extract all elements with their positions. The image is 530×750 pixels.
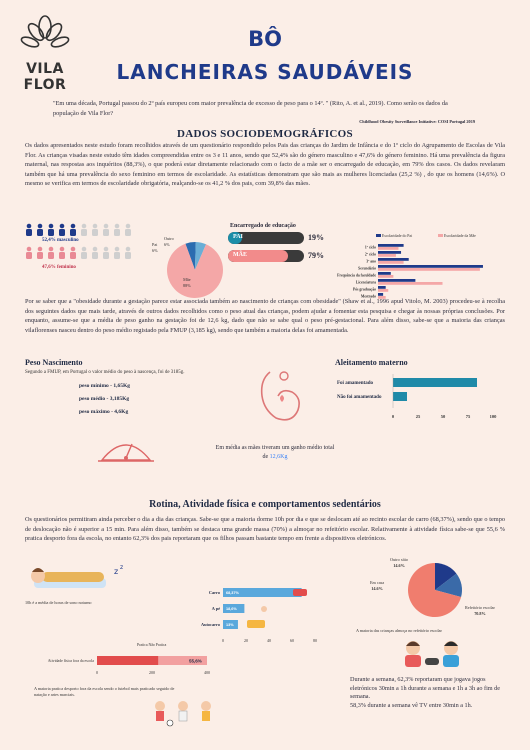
- bus-icon: [247, 620, 265, 628]
- sport-tick-label: 400: [204, 670, 210, 675]
- lunch-label-outro-pct: 14.6%: [393, 563, 405, 568]
- screens-text-2: 58,3% durante a semana vê TV entre 30min a 1h.: [350, 702, 473, 709]
- lunch-label-outro: [390, 557, 408, 569]
- edu-bar-mae: [378, 247, 398, 250]
- gestation-paragraph: Por se saber que a "obesidade durante a gestação parece estar associada também ao nascimento de crianças com obesidade" (Shaw et al., 1996 apud Vitolo, M. 2003) procedeu-se à recolha dos seguintes dados que mais tarde, através de outros dados recolhidos como o peso atual das crianças, podem ajudar a fomentar esta pesquisa e chegar às nossas próprias conclusões. Por enquanto, assume-se que a média de peso ganho na gestação foi de 12,6 kg, dado que não se sabe qual o peso pré-gestacional. Para além disso, sabe-se que a maioria das crianças vilaflorenses nasceu dentro do peso médio registado pela FMUP (3,185 kg), sendo que também a maioria delas foi amamentada.: [25, 298, 505, 334]
- transport-category-label: Autocarro: [200, 622, 220, 627]
- bf-category-label: Não foi amamentado: [337, 395, 382, 400]
- edu-category-label: Mestrado: [360, 294, 376, 299]
- sport-chart: [22, 640, 212, 685]
- edu-bar-mae: [378, 268, 480, 271]
- guardian-bar-pai: [228, 232, 304, 244]
- pie-label-outro: [164, 236, 174, 248]
- guardian-title: Encarregado de educação: [230, 223, 296, 229]
- transport-chart: [185, 582, 320, 647]
- routine-paragraph: Os questionários permitiram ainda perceber o dia a dia das crianças. Sabe-se que a maioria dorme 10h por dia e que se deslocam até ao recinto escolar de carro (68,37%), sendo que o tempo de deslocação não é superior a 15 min. Para além disso, também se destaca uma grande massa (70%) a almoçar no refeitório escolar. Relativamente à atividade física sabe-se que 55,6 % pratica desporto fora da escola, no entanto 62,3% dos pais reportaram que os filhos passam bastante tempo em frente a dispositivos eletrónicos.: [25, 516, 505, 543]
- birth-weight-intro: Segundo a FMUP, em Portugal o valor médio do peso à nascença, foi de 3185g.: [25, 370, 185, 375]
- transport-value-label: 18,6%: [226, 607, 237, 611]
- birth-weight-min: peso mínimo - 1,65Kg: [79, 383, 131, 389]
- bf-tick-label: 75: [465, 414, 471, 419]
- gender-icons-male: [24, 223, 134, 242]
- edu-category-label: Pós graduação: [352, 287, 376, 292]
- lunch-label-refeitorio-pct: 70.8%: [474, 611, 486, 616]
- edu-legend-pai: Escolaridade do Pai: [382, 234, 413, 238]
- female-person-icon: [103, 247, 109, 259]
- section-heading-sociodemographic: DADOS SOCIODEMOGRÁFICOS: [177, 128, 353, 140]
- pie-label-outro-pct: 6%: [164, 242, 170, 247]
- transport-value-label: 68,37%: [226, 591, 239, 595]
- edu-bar-pai: [378, 258, 409, 261]
- edu-bar-pai: [378, 251, 401, 254]
- svg-text:z: z: [114, 567, 119, 576]
- female-percentage-label: 47,6% feminino: [42, 265, 76, 270]
- lunch-label-refeitorio-text: Refeitório escolar: [465, 605, 495, 610]
- walking-icon: [261, 606, 267, 612]
- guardian-pai-value: 19%: [308, 233, 324, 242]
- pie-label-outro-text: Outro: [164, 236, 174, 241]
- bf-category-label: Foi amamentado: [337, 381, 373, 386]
- lunch-label-refeitorio: [465, 605, 495, 617]
- edu-bar-mae: [378, 282, 443, 285]
- sport-tick-label: 0: [96, 670, 98, 675]
- lunch-label-casa-text: Em casa: [370, 580, 385, 585]
- bf-tick-label: 25: [415, 414, 421, 419]
- sport-caption: A maioria pratica desporto fora da escola sendo o futebol mais praticado seguido de natação e artes marciais.: [34, 686, 175, 697]
- male-person-icon: [59, 224, 65, 236]
- quote-source: Childhood Obesity Surveillance Initiative: COSI Portugal 2019: [359, 119, 475, 124]
- guardian-bar-mae: [228, 250, 304, 262]
- pie-label-pai: [152, 242, 158, 254]
- bf-tick-label: 50: [440, 414, 446, 419]
- pie-label-pai-pct: 6%: [152, 248, 158, 253]
- pie-label-mae: [183, 277, 191, 289]
- female-person-icon: [37, 247, 43, 259]
- transport-tick-label: 80: [313, 638, 317, 643]
- edu-bar-pai: [378, 265, 483, 268]
- pregnancy-icon: [248, 366, 308, 433]
- edu-category-label: Secundário: [358, 266, 376, 271]
- female-person-icon: [26, 247, 32, 259]
- svg-text:z: z: [120, 564, 124, 571]
- transport-category-label: Carro: [208, 590, 220, 595]
- bf-bar: [393, 378, 477, 387]
- sociodemographic-paragraph: Os dados apresentados neste estudo foram recolhidos através de um questionário respondido pelos Pais das crianças do Jardim de Infância e do 1º ciclo do Agrupamento de Escolas de Vila Flor. As crianças visadas neste estudo têm idades compreendidas entre os 3 e 11 anos, sendo que 52,4% são do género masculino e 47,6% do género feminino. Há uma prevalência da figura maternal, nas respostas aos inquéritos (88,3%), o que poderá estar diretamente relacionado com o facto de a mãe ser o encarregado de educação, em 79% dos casos. Os dados revelaram também que há uma prevalência do sexo feminino em termos de escolaridade. As estatísticas demonstram que são mais as mulheres licenciadas (25,2 %) , do que os homens (14,6%). O mesmo se verifica em termos de escolaridade obrigatória, realçando-se os 41,2 % dos pais, com 39,8% das mães.: [25, 142, 505, 188]
- sport-legend: Pratica Não Pratica: [137, 643, 167, 647]
- male-person-icon: [37, 224, 43, 236]
- scale-icon: [96, 424, 156, 469]
- male-person-icon: [26, 224, 32, 236]
- pie-label-mae-text: Mãe: [183, 277, 191, 282]
- guardian-mae-label: MÃE: [233, 252, 247, 258]
- intro-quote: "Em uma década, Portugal passou do 2º país europeu com maior prevalência de excesso de peso para o 14º. " (Rito, A. et al., 2019). Como serão os dados da população de Vila Flor?: [53, 100, 448, 117]
- car-icon: [293, 589, 307, 596]
- male-person-icon: [81, 224, 87, 236]
- male-person-icon: [92, 224, 98, 236]
- sleep-caption: 10h é a média de horas de sono noturno: [25, 600, 92, 605]
- female-person-icon: [48, 247, 54, 259]
- edu-bar-mae: [378, 254, 396, 257]
- gestation-gain-value: 12,6Kg: [269, 454, 288, 460]
- kids-gaming-icon: [395, 638, 475, 675]
- transport-tick-label: 0: [222, 638, 224, 643]
- gestation-gain-text: Em média as mães tiveram um ganho médio total de: [215, 445, 335, 460]
- edu-bar-mae: [378, 289, 388, 292]
- birth-weight-heading: Peso Nascimento: [25, 358, 83, 367]
- female-person-icon: [114, 247, 120, 259]
- female-person-icon: [70, 247, 76, 259]
- bf-tick-label: 100: [489, 414, 497, 419]
- edu-bar-pai: [378, 244, 404, 247]
- edu-category-label: Licenciatura: [355, 280, 376, 285]
- screens-text-1: Durante a semana, 62,3% reportaram que jogava jogos eletrónicos 30min a 1h durante a semana e 1h a 3h ao fim de semana.: [350, 676, 500, 700]
- female-person-icon: [81, 247, 87, 259]
- breastfeeding-heading: Aleitamento materno: [335, 358, 408, 367]
- sport-tick-label: 200: [149, 670, 155, 675]
- gender-icons-female: [24, 246, 134, 265]
- bf-bar: [393, 392, 407, 401]
- pie-label-pai-text: Pai: [152, 242, 158, 247]
- transport-tick-label: 20: [244, 638, 248, 643]
- male-person-icon: [125, 224, 131, 236]
- logo-text: VILA FLOR: [23, 61, 67, 93]
- lunch-label-casa-pct: 14.6%: [371, 586, 383, 591]
- edu-bar-pai: [378, 293, 383, 296]
- male-person-icon: [70, 224, 76, 236]
- male-person-icon: [103, 224, 109, 236]
- sport-bar: [97, 656, 158, 665]
- guardian-mae-value: 79%: [308, 251, 324, 260]
- transport-tick-label: 60: [290, 638, 294, 643]
- sport-value-label: 55,6%: [189, 658, 202, 664]
- bf-tick-label: 0: [391, 414, 395, 419]
- transport-category-label: A pé: [211, 606, 220, 611]
- edu-category-label: Frequência da faculdade: [337, 273, 376, 278]
- lunch-label-outro-text: Outro sítio: [390, 557, 409, 562]
- edu-bar-pai: [378, 272, 391, 275]
- male-person-icon: [48, 224, 54, 236]
- sport-kids-icon: [150, 698, 220, 733]
- edu-category-label: 2º ciclo: [364, 252, 376, 257]
- male-percentage-label: 52,4% masculino: [42, 238, 79, 243]
- transport-value-label: 13%: [226, 623, 234, 627]
- lunch-caption: A maioria das crianças almoça no refeitório escolar: [356, 628, 442, 633]
- pie-label-mae-pct: 88%: [183, 283, 191, 288]
- gestation-gain: [215, 444, 335, 462]
- sport-category-label: Atividade física fora da escola: [47, 659, 94, 663]
- edu-legend-mae: Escolaridade da Mãe: [444, 234, 476, 238]
- edu-bar-pai: [378, 286, 386, 289]
- title-line2: LANCHEIRAS SAUDÁVEIS: [116, 60, 414, 84]
- transport-tick-label: 40: [267, 638, 271, 643]
- female-person-icon: [125, 247, 131, 259]
- birth-weight-max: peso máximo - 4,6Kg: [79, 409, 129, 415]
- edu-bar-mae: [378, 275, 393, 278]
- edu-category-label: 3º ano: [366, 259, 376, 264]
- sleeping-child-icon: [22, 562, 132, 601]
- edu-bar-mae: [378, 261, 404, 264]
- edu-category-label: 1º ciclo: [364, 245, 376, 250]
- birth-weight-avg: peso médio - 3,185Kg: [79, 396, 130, 402]
- guardian-pai-label: PAI: [233, 234, 243, 240]
- education-chart: [330, 232, 510, 300]
- breastfeeding-chart: [335, 372, 505, 428]
- edu-bar-pai: [378, 279, 415, 282]
- section-heading-routine: Rotina, Atividade física e comportamentos sedentários: [149, 499, 381, 510]
- male-person-icon: [114, 224, 120, 236]
- female-person-icon: [59, 247, 65, 259]
- lunch-label-casa: [370, 580, 384, 592]
- title-line1: BÔ: [248, 27, 282, 51]
- female-person-icon: [92, 247, 98, 259]
